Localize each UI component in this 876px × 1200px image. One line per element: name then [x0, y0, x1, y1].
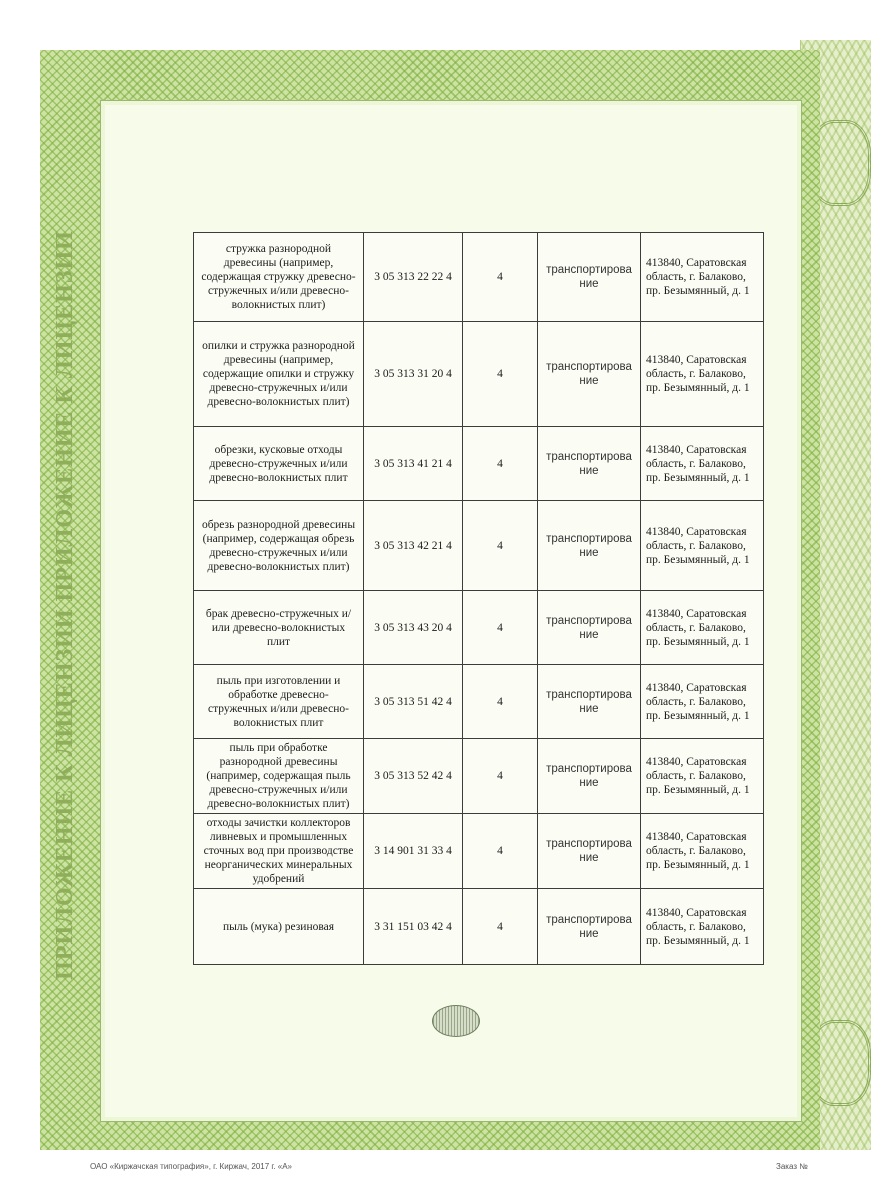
waste-code-cell: 3 05 313 51 42 4: [364, 665, 463, 739]
activity-type-cell: транспортирова ние: [538, 739, 641, 814]
table-row: [194, 665, 764, 739]
waste-name-cell: пыль при обработке разнородной древесины (например, содержащая пыль древесно-стружечных и/или древесно-волокнистых плит): [194, 739, 364, 814]
hologram-seal: [432, 1005, 480, 1037]
activity-type-cell: транспортирова ние: [538, 814, 641, 889]
address-cell: 413840, Саратовская область, г. Балаково, пр. Безымянный, д. 1: [641, 233, 764, 322]
hazard-class-cell: 4: [463, 591, 538, 665]
waste-name-cell: пыль (мука) резиновая: [194, 889, 364, 965]
hazard-class-cell: 4: [463, 427, 538, 501]
printer-imprint: ОАО «Киржачская типография», г. Киржач, 2017 г. «А»: [90, 1162, 293, 1171]
hazard-class-cell: 4: [463, 501, 538, 591]
address-cell: 413840, Саратовская область, г. Балаково, пр. Безымянный, д. 1: [641, 665, 764, 739]
hazard-class-cell: 4: [463, 233, 538, 322]
address-cell: 413840, Саратовская область, г. Балаково, пр. Безымянный, д. 1: [641, 322, 764, 427]
waste-name-cell: брак древесно-стружечных и/или древесно-волокнистых плит: [194, 591, 364, 665]
address-cell: 413840, Саратовская область, г. Балаково, пр. Безымянный, д. 1: [641, 501, 764, 591]
table-row: [194, 739, 764, 814]
waste-name-cell: пыль при изготовлении и обработке древесно-стружечных и/или древесно-волокнистых плит: [194, 665, 364, 739]
address-cell: 413840, Саратовская область, г. Балаково, пр. Безымянный, д. 1: [641, 427, 764, 501]
side-title: ПРИЛОЖЕНИЕ К ЛИЦЕНЗИИ ПРИЛОЖЕНИЕ К ЛИЦЕНЗИИ: [52, 230, 78, 980]
waste-name-cell: опилки и стружка разнородной древесины (например, содержащие опилки и стружку древесно-стружечных и/или древесно-волокнистых плит): [194, 322, 364, 427]
activity-type-cell: транспортирова ние: [538, 591, 641, 665]
table-row: [194, 814, 764, 889]
waste-name-cell: стружка разнородной древесины (например, содержащая стружку древесно-стружечных и/или древесно-волокнистых плит): [194, 233, 364, 322]
table-row: [194, 233, 764, 322]
hazard-class-cell: 4: [463, 889, 538, 965]
hazard-class-cell: 4: [463, 665, 538, 739]
waste-name-cell: обрезь разнородной древесины (например, содержащая обрезь древесно-стружечных и/или древесно-волокнистых плит): [194, 501, 364, 591]
table-row: [194, 322, 764, 427]
waste-code-cell: 3 14 901 31 33 4: [364, 814, 463, 889]
waste-code-cell: 3 05 313 42 21 4: [364, 501, 463, 591]
waste-code-cell: 3 05 313 22 22 4: [364, 233, 463, 322]
address-cell: 413840, Саратовская область, г. Балаково, пр. Безымянный, д. 1: [641, 591, 764, 665]
waste-code-cell: 3 05 313 31 20 4: [364, 322, 463, 427]
table-row: [194, 889, 764, 965]
waste-code-cell: 3 05 313 52 42 4: [364, 739, 463, 814]
activity-type-cell: транспортирова ние: [538, 665, 641, 739]
waste-table: [193, 232, 764, 965]
order-number-label: Заказ №: [776, 1162, 808, 1171]
address-cell: 413840, Саратовская область, г. Балаково, пр. Безымянный, д. 1: [641, 814, 764, 889]
address-cell: 413840, Саратовская область, г. Балаково, пр. Безымянный, д. 1: [641, 889, 764, 965]
waste-name-cell: обрезки, кусковые отходы древесно-стружечных и/или древесно-волокнистых плит: [194, 427, 364, 501]
waste-name-cell: отходы зачистки коллекторов ливневых и промышленных сточных вод при производстве неорганических минеральных удобрений: [194, 814, 364, 889]
activity-type-cell: транспортирова ние: [538, 233, 641, 322]
hazard-class-cell: 4: [463, 322, 538, 427]
hazard-class-cell: 4: [463, 814, 538, 889]
waste-code-cell: 3 05 313 41 21 4: [364, 427, 463, 501]
table-row: [194, 427, 764, 501]
address-cell: 413840, Саратовская область, г. Балаково, пр. Безымянный, д. 1: [641, 739, 764, 814]
activity-type-cell: транспортирова ние: [538, 501, 641, 591]
waste-code-cell: 3 31 151 03 42 4: [364, 889, 463, 965]
waste-code-cell: 3 05 313 43 20 4: [364, 591, 463, 665]
table-row: [194, 501, 764, 591]
activity-type-cell: транспортирова ние: [538, 427, 641, 501]
hazard-class-cell: 4: [463, 739, 538, 814]
activity-type-cell: транспортирова ние: [538, 322, 641, 427]
activity-type-cell: транспортирова ние: [538, 889, 641, 965]
table-row: [194, 591, 764, 665]
